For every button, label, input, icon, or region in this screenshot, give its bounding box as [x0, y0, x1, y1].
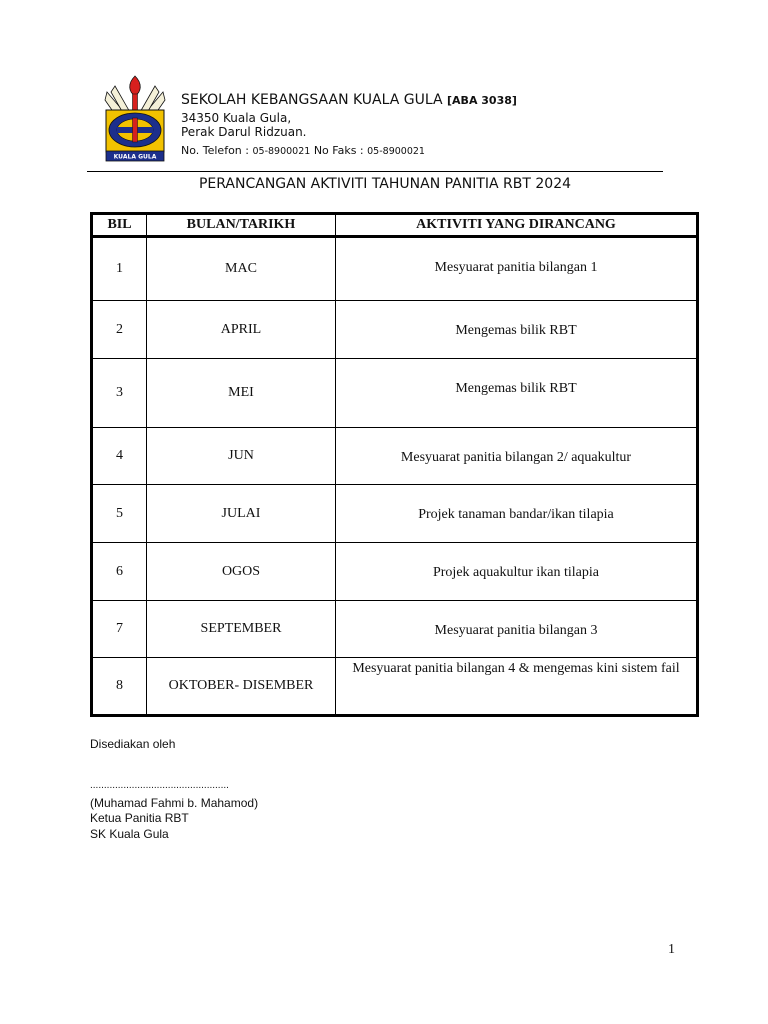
cell-bil: 2 — [92, 301, 147, 359]
cell-bulan: OGOS — [147, 543, 336, 601]
table-row — [92, 237, 698, 301]
cell-bulan: SEPTEMBER — [147, 601, 336, 658]
cell-aktiviti: Projek aquakultur ikan tilapia — [336, 543, 698, 601]
activity-plan-table — [90, 212, 699, 717]
cell-aktiviti: Mesyuarat panitia bilangan 2/ aquakultur — [336, 428, 698, 485]
cell-bulan: MEI — [147, 359, 336, 428]
table-row — [92, 301, 698, 359]
cell-aktiviti: Mesyuarat panitia bilangan 3 — [336, 601, 698, 658]
cell-bil: 1 — [92, 237, 147, 301]
cell-bulan: MAC — [147, 237, 336, 301]
page-number: 1 — [668, 942, 675, 957]
cell-bil: 7 — [92, 601, 147, 658]
preparer-role: Ketua Panitia RBT — [90, 811, 189, 825]
document-title: PERANCANGAN AKTIVITI TAHUNAN PANITIA RBT 2024 — [198, 176, 572, 192]
header-divider — [87, 171, 663, 172]
cell-aktiviti: Projek tanaman bandar/ikan tilapia — [336, 485, 698, 543]
school-logo — [103, 74, 167, 164]
school-name — [181, 92, 517, 108]
table-row — [92, 359, 698, 428]
cell-bil: 8 — [92, 658, 147, 716]
cell-bulan: JUN — [147, 428, 336, 485]
cell-aktiviti: Mengemas bilik RBT — [336, 359, 698, 428]
cell-bulan: OKTOBER- DISEMBER — [147, 658, 336, 716]
address-line-2: Perak Darul Ridzuan. — [181, 125, 307, 139]
table-row — [92, 485, 698, 543]
contact-line — [181, 144, 425, 157]
preparer-school: SK Kuala Gula — [90, 827, 169, 841]
table-row — [92, 543, 698, 601]
header-aktiviti: AKTIVITI YANG DIRANCANG — [336, 214, 698, 237]
phone-label: No. Telefon : — [181, 144, 249, 157]
table-header-row — [92, 214, 698, 237]
cell-bil: 4 — [92, 428, 147, 485]
cell-bil: 5 — [92, 485, 147, 543]
logo-banner-text: KUALA GULA — [113, 153, 157, 161]
preparer-name: (Muhamad Fahmi b. Mahamod) — [90, 796, 259, 810]
cell-bil: 6 — [92, 543, 147, 601]
table-row — [92, 658, 698, 716]
cell-bil: 3 — [92, 359, 147, 428]
fax-label: No Faks : — [313, 144, 364, 157]
cell-aktiviti: Mesyuarat panitia bilangan 4 & mengemas kini sistem fail — [336, 658, 698, 716]
cell-aktiviti: Mesyuarat panitia bilangan 1 — [336, 237, 698, 301]
school-name-text: SEKOLAH KEBANGSAAN KUALA GULA — [181, 92, 443, 108]
cell-bulan: APRIL — [147, 301, 336, 359]
phone-number: 05-8900021 — [252, 146, 311, 157]
cell-bulan: JULAI — [147, 485, 336, 543]
prepared-by-label: Disediakan oleh — [90, 737, 176, 751]
fax-number: 05-8900021 — [367, 146, 425, 157]
cell-aktiviti: Mengemas bilik RBT — [336, 301, 698, 359]
address-line-1: 34350 Kuala Gula, — [181, 111, 292, 125]
school-code: [ABA 3038] — [447, 94, 517, 107]
header-bulan-tarikh: BULAN/TARIKH — [147, 214, 336, 237]
table-row — [92, 428, 698, 485]
table-row — [92, 601, 698, 658]
header-bil: BIL — [92, 214, 147, 237]
signature-line: .................................................. — [90, 780, 229, 791]
